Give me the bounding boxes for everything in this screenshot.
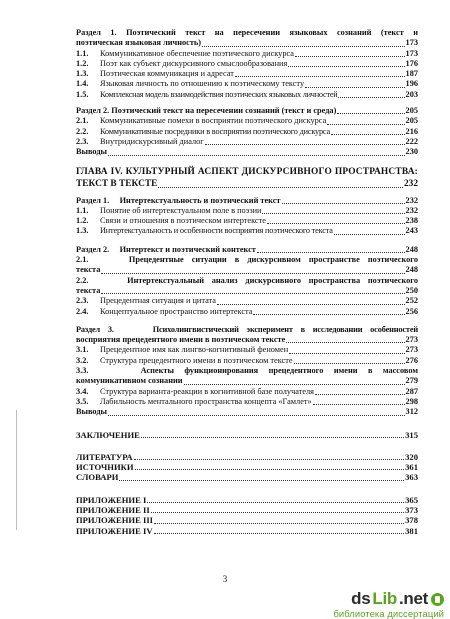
page-ref: 248 (405, 244, 418, 254)
toc-ch4-section-1 (76, 196, 418, 237)
entry-text: Комплексная модель взаимодействия поэтических языковых личностей (100, 89, 338, 99)
toc-entry[interactable] (76, 397, 418, 407)
toc-entry[interactable] (76, 245, 418, 255)
page-ref: 276 (405, 355, 418, 365)
conclusions-label: Выводы (76, 407, 108, 417)
entry-number: 2.2. (76, 126, 89, 136)
page-ref: 252 (405, 296, 418, 306)
entry-number: 3.1. (76, 345, 89, 355)
toc-entry[interactable] (76, 127, 418, 137)
section-2-title: Раздел 2. Поэтический текст на пересечении сознаний (текст и среда) (76, 106, 337, 116)
toc-entry[interactable] (76, 307, 418, 317)
ch4-section-2-title: Раздел 2. Интертекст и поэтический контекст (76, 244, 256, 254)
ch4-item-3-3-line-1: 3.3. Аспекты функционирования прецедентного имени в массовом (76, 366, 418, 376)
page-ref: 230 (405, 147, 418, 157)
toc-entry[interactable] (76, 147, 418, 157)
dictionaries-label: СЛОВАРИ (76, 472, 119, 483)
page-ref: 363 (405, 472, 418, 483)
page-ref: 173 (405, 48, 418, 58)
toc-entry[interactable] (76, 376, 418, 386)
book-icon (431, 593, 444, 606)
page-ref: 298 (405, 396, 418, 406)
entry-text: Интертекстуальность и особенности восприятия поэтического текста (100, 226, 333, 236)
sources-label: ИСТОЧНИКИ (76, 462, 134, 473)
toc-chapter-4 (76, 166, 418, 190)
page-ref: 232 (405, 205, 418, 215)
toc-entry[interactable] (76, 452, 418, 462)
ch4-section-3-title-line-1: Раздел 3. Психолингвистический эксперимент в исследовании особенностей (76, 324, 418, 334)
watermark-logo (333, 589, 444, 609)
appendix-1-label: ПРИЛОЖЕНИЕ I (76, 494, 147, 505)
section-1-title-line-1: Раздел 1. Поэтический текст на пересечении языковых сознаний (текст и (76, 28, 418, 37)
appendix-4-label: ПРИЛОЖЕНИЕ IV (76, 525, 153, 536)
toc-entry[interactable] (76, 106, 418, 116)
entry-text: Прецедентное имя как лингво-когнитивный феномен (100, 345, 289, 355)
entry-text: Структура варианта-реакции в когнитивной базе получателя (100, 386, 314, 396)
toc-entry[interactable] (76, 265, 418, 275)
toc-entry[interactable] (76, 387, 418, 397)
brand-lib: Lib (372, 589, 397, 608)
entry-number: 3.4. (76, 386, 89, 396)
toc-entry[interactable] (76, 296, 418, 306)
page-ref: 361 (405, 462, 418, 473)
entry-text: Связи и отношения в поэтическом интертексте (100, 216, 266, 226)
toc-entry[interactable] (76, 345, 418, 355)
entry-text: Прецедентная ситуация и цитата (100, 296, 216, 306)
page-ref: 196 (405, 79, 418, 89)
watermark[interactable] (333, 589, 444, 619)
toc-entry[interactable] (76, 206, 418, 216)
entry-text: Коммуникативное обеспечение поэтического дискурса (100, 48, 294, 58)
entry-number: 1.5. (76, 89, 89, 99)
page-ref: 243 (405, 226, 418, 236)
page-ref: 216 (405, 126, 418, 136)
conclusions-label: Выводы (76, 147, 108, 157)
toc-entry[interactable] (76, 472, 418, 482)
page-ref: 378 (405, 515, 418, 526)
entry-number: 3.5. (76, 396, 89, 406)
entry-text: Внутридискурсивный диалог (100, 136, 204, 146)
page-ref: 232 (405, 195, 418, 205)
toc-entry[interactable] (76, 430, 418, 440)
section-1-title-line-2: поэтическая языковая личность) (76, 38, 202, 48)
page-ref: 203 (405, 89, 418, 99)
table-of-contents (76, 28, 418, 540)
brand-ds: ds (351, 589, 371, 608)
entry-number: 1.2. (76, 216, 89, 226)
toc-entry[interactable] (76, 526, 418, 536)
entry-number: 1.4. (76, 79, 89, 89)
toc-entry[interactable] (76, 69, 418, 79)
toc-entry[interactable] (76, 59, 418, 69)
ch4-item-2-1-line-2: текста (76, 265, 101, 275)
page-ref: 365 (405, 494, 418, 505)
toc-section-2 (76, 106, 418, 157)
ch4-section-3-title-line-2: восприятия прецедентного имени в поэтическом тексте (76, 335, 286, 345)
page-ref: 315 (405, 429, 418, 440)
page-ref: 312 (405, 407, 418, 417)
page-ref: 250 (405, 285, 418, 295)
toc-entry[interactable] (76, 79, 418, 89)
toc-entry[interactable] (76, 116, 418, 126)
entry-number: 1.3. (76, 69, 89, 79)
entry-number: 1.1. (76, 205, 89, 215)
page-ref: 176 (405, 58, 418, 68)
toc-ch4-section-2 (76, 245, 418, 317)
page-ref: 256 (405, 306, 418, 316)
page-ref: 232 (403, 178, 418, 189)
toc-entry[interactable] (76, 226, 418, 236)
entry-number: 1.3. (76, 226, 89, 236)
toc-entry[interactable] (76, 90, 418, 100)
toc-entry[interactable] (76, 462, 418, 472)
scan-margin-mark (16, 410, 17, 530)
toc-entry[interactable] (76, 49, 418, 59)
entry-text: Понятие об интертекстуальном поле в поэзии (100, 205, 262, 215)
chapter-4-title-line-1: ГЛАВА IV. КУЛЬТУРНЫЙ АСПЕКТ ДИСКУРСИВНОГО ПРОСТРАНСТВА: (76, 166, 418, 177)
entry-number: 2.1. (76, 116, 89, 126)
entry-text: Структура прецедентного имени в поэтическом тексте (100, 355, 293, 365)
ch4-item-2-2-line-2: текста (76, 285, 101, 295)
page-ref: 287 (405, 386, 418, 396)
page-ref: 205 (405, 116, 418, 126)
toc-entry[interactable] (76, 216, 418, 226)
chapter-4-title-line-2: ТЕКСТ В ТЕКСТЕ (76, 178, 158, 189)
entry-number: 2.3. (76, 296, 89, 306)
toc-appendices (76, 495, 418, 536)
toc-entry[interactable] (76, 137, 418, 147)
entry-text: Лабильность ментального пространства концепта «Гамлет» (100, 396, 312, 406)
toc-entry[interactable] (76, 356, 418, 366)
toc-entry[interactable] (76, 495, 418, 505)
dot-leader (202, 46, 405, 47)
toc-entry[interactable] (76, 196, 418, 206)
toc-entry[interactable] (76, 515, 418, 525)
page-ref: 173 (405, 38, 418, 48)
entry-text: Коммуникативные помехи в восприятии поэтического дискурса (100, 116, 327, 126)
entry-text: Концептуальное пространство интертекста (100, 306, 253, 316)
entry-text: Коммуникативные посредники в восприятии поэтического дискурса (100, 126, 330, 136)
page-ref: 248 (405, 265, 418, 275)
entry-text: Поэт как субъект дискурсивного смыслообразования (100, 58, 288, 68)
entry-number: 1.1. (76, 48, 89, 58)
entry-text: Поэтическая коммуникация и адресат (100, 69, 234, 79)
toc-entry[interactable] (76, 178, 418, 190)
entry-text: Языковая личность по отношению к поэтическому тексту (100, 79, 305, 89)
entry-number: 2.4. (76, 306, 89, 316)
toc-entry[interactable] (76, 38, 418, 48)
page-ref: 205 (405, 106, 418, 116)
page-ref: 187 (405, 69, 418, 79)
toc-entry[interactable] (76, 505, 418, 515)
ch4-item-3-3-line-2: коммуникативном сознании (76, 376, 183, 386)
conclusion-label: ЗАКЛЮЧЕНИЕ (76, 429, 140, 440)
page-ref: 273 (405, 345, 418, 355)
entry-number: 3.2. (76, 355, 89, 365)
literature-label: ЛИТЕРАТУРА (76, 451, 133, 462)
toc-conclusion (76, 430, 418, 440)
toc-entry[interactable] (76, 407, 418, 417)
toc-ch4-section-3 (76, 325, 418, 418)
page-ref: 273 (405, 335, 418, 345)
watermark-subtitle: библиотека диссертаций (333, 608, 444, 619)
entry-number: 2.3. (76, 136, 89, 146)
ch4-section-1-title: Раздел 1. Интертекстуальность и поэтический текст (76, 195, 281, 205)
appendix-2-label: ПРИЛОЖЕНИЕ II (76, 504, 150, 515)
toc-section-1 (76, 28, 418, 100)
page-ref: 373 (405, 504, 418, 515)
page-number: 3 (222, 574, 228, 584)
page-ref: 320 (405, 451, 418, 462)
page-ref: 381 (405, 525, 418, 536)
ch4-item-2-1-line-1: 2.1. Прецедентные ситуации в дискурсивном пространстве поэтического (76, 255, 418, 265)
appendix-3-label: ПРИЛОЖЕНИЕ III (76, 515, 154, 526)
page-ref: 279 (405, 376, 418, 386)
toc-entry[interactable] (76, 286, 418, 296)
page-ref: 222 (405, 136, 418, 146)
toc-references (76, 452, 418, 483)
ch4-item-2-2-line-1: 2.2. Интертекстуальный анализ дискурсивного пространства поэтического (76, 275, 418, 285)
entry-number: 1.2. (76, 58, 89, 68)
page-ref: 238 (405, 216, 418, 226)
brand-net: .net (398, 589, 428, 608)
toc-entry[interactable] (76, 335, 418, 345)
